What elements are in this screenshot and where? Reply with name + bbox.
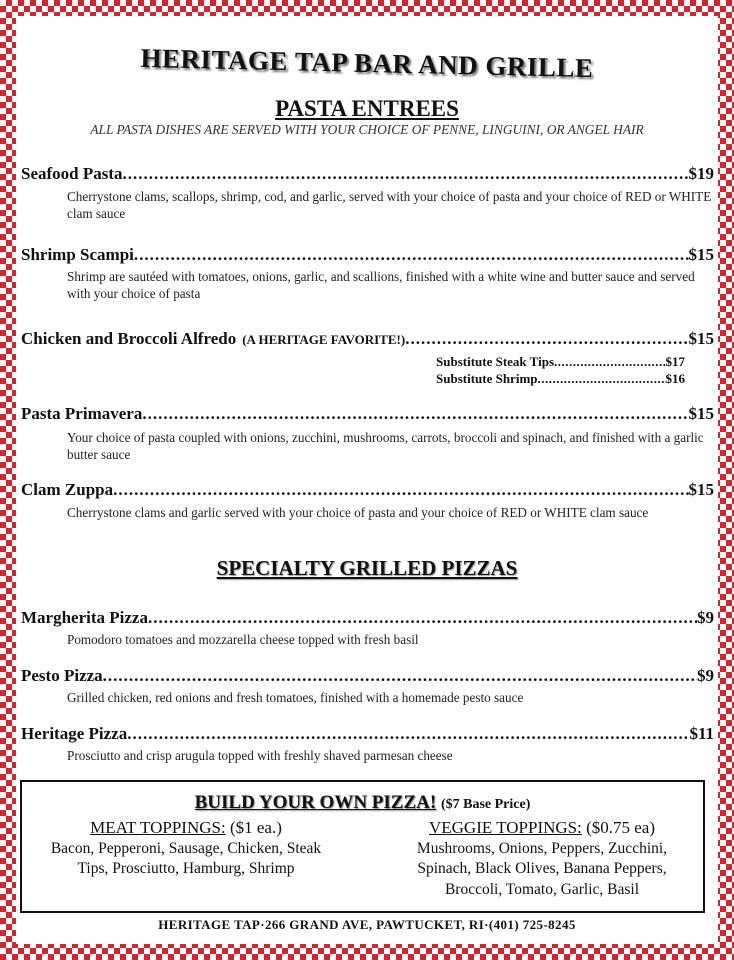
- substitution-price: $17: [665, 354, 685, 369]
- menu-item-pesto-pizza: [21, 666, 714, 686]
- leader-dots: [142, 404, 688, 424]
- substitution-steak-tips: [436, 354, 685, 370]
- substitution-shrimp: [436, 371, 685, 387]
- item-price: $15: [688, 329, 714, 348]
- substitution-label: Substitute Shrimp: [436, 371, 538, 386]
- item-description: Prosciutto and crisp arugula topped with freshly shaved parmesan cheese: [67, 748, 453, 763]
- pizza-heading: SPECIALTY GRILLED PIZZAS: [216, 556, 518, 580]
- item-description: Pomodoro tomatoes and mozzarella cheese topped with fresh basil: [67, 632, 419, 647]
- veggie-toppings: [392, 818, 692, 900]
- item-name: Pesto Pizza: [21, 666, 103, 685]
- meat-toppings-heading: [36, 818, 336, 839]
- item-name: Chicken and Broccoli Alfredo: [21, 329, 237, 348]
- meat-toppings: [36, 818, 336, 880]
- leader-dots: [405, 329, 688, 349]
- meat-toppings-list: Bacon, Pepperoni, Sausage, Chicken, Steak Tips, Prosciutto, Hamburg, Shrimp: [50, 839, 322, 877]
- byo-title-text: BUILD YOUR OWN PIZZA!: [194, 792, 437, 813]
- leader-dots: [103, 666, 697, 686]
- item-price: $15: [688, 404, 714, 423]
- item-price: $11: [689, 724, 714, 743]
- pasta-heading: PASTA ENTREES: [275, 96, 459, 121]
- menu-page: [16, 16, 718, 944]
- meat-price: ($1 ea.): [229, 818, 282, 837]
- item-name: Heritage Pizza: [21, 724, 128, 743]
- footer-address: HERITAGE TAP·266 GRAND AVE, PAWTUCKET, RI·(401) 725-8245: [158, 917, 576, 932]
- item-name: Seafood Pasta: [21, 164, 123, 183]
- pasta-subtitle: ALL PASTA DISHES ARE SERVED WITH YOUR CHOICE OF PENNE, LINGUINI, OR ANGEL HAIR: [90, 122, 644, 137]
- item-name: Clam Zuppa: [21, 480, 114, 499]
- item-name: Margherita Pizza: [21, 608, 148, 627]
- veggie-price: ($0.75 ea): [586, 818, 656, 837]
- menu-item-seafood-pasta: [21, 164, 714, 184]
- item-name: Shrimp Scampi: [21, 245, 134, 264]
- item-description: Grilled chicken, red onions and fresh tomatoes, finished with a homemade pesto sauce: [67, 690, 524, 705]
- item-description: Cherrystone clams and garlic served with your choice of pasta and your choice of RED or WHITE clam sauce: [67, 505, 649, 520]
- leader-dots: [123, 164, 689, 184]
- leader-dots: [554, 354, 665, 370]
- substitution-label: Substitute Steak Tips: [436, 354, 555, 369]
- veggie-toppings-heading: [392, 818, 692, 839]
- substitution-price: $16: [665, 371, 685, 386]
- item-description: Your choice of pasta coupled with onions, zucchini, mushrooms, carrots, broccoli and spinach, and finished with a garlic butter sauce: [67, 430, 704, 462]
- menu-item-clam-zuppa: [21, 480, 714, 500]
- restaurant-title: HERITAGE TAP BAR AND GRILLE: [140, 42, 594, 84]
- menu-item-pasta-primavera: [21, 404, 714, 424]
- menu-item-shrimp-scampi: [21, 245, 714, 265]
- item-price: $9: [697, 666, 714, 685]
- menu-item-margherita-pizza: [21, 608, 714, 628]
- item-name: Pasta Primavera: [21, 404, 143, 423]
- leader-dots: [113, 480, 688, 500]
- item-description: Cherrystone clams, scallops, shrimp, cod, and garlic, served with your choice of pasta and your choice of RED or WHITE clam sauce: [67, 189, 712, 221]
- menu-item-heritage-pizza: [21, 724, 714, 744]
- veggie-heading-text: VEGGIE TOPPINGS:: [428, 818, 582, 837]
- leader-dots: [148, 608, 697, 628]
- build-your-own-title: [22, 792, 703, 814]
- item-note: (A HERITAGE FAVORITE!): [242, 332, 406, 347]
- leader-dots: [134, 245, 689, 265]
- item-price: $15: [688, 245, 714, 264]
- item-description: Shrimp are sautéed with tomatoes, onions, garlic, and scallions, finished with a white wine and butter sauce and served with your choice of pasta: [67, 269, 695, 301]
- leader-dots: [127, 724, 689, 744]
- leader-dots: [538, 371, 666, 387]
- build-your-own-box: [20, 780, 705, 913]
- byo-base-price: ($7 Base Price): [440, 797, 531, 812]
- item-price: $15: [688, 480, 714, 499]
- item-price: $19: [688, 164, 714, 183]
- veggie-toppings-list: Mushrooms, Onions, Peppers, Zucchini, Spinach, Black Olives, Banana Peppers, Broccoli, Tomato, Garlic, Basil: [416, 839, 668, 898]
- meat-heading-text: MEAT TOPPINGS:: [90, 818, 226, 837]
- item-price: $9: [697, 608, 714, 627]
- menu-item-chicken-broccoli-alfredo: [21, 329, 714, 349]
